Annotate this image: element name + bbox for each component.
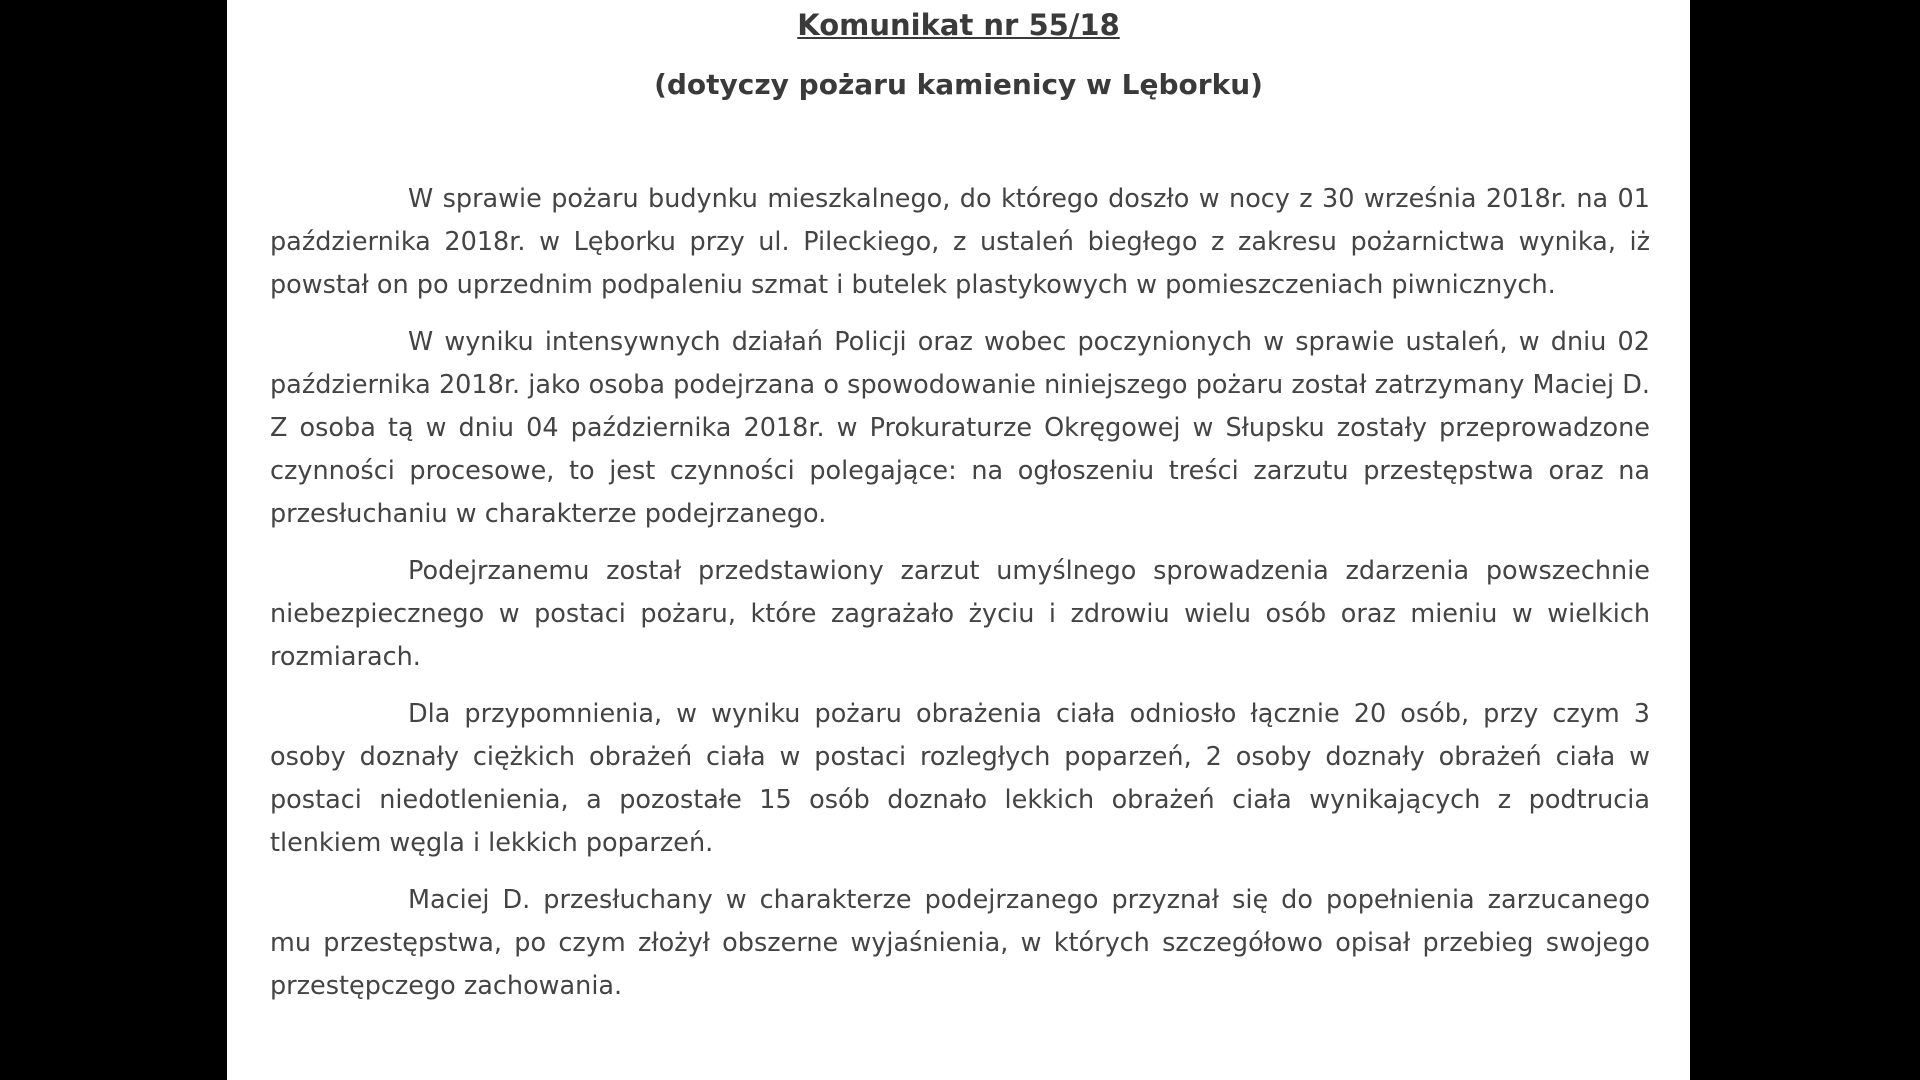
document-subtitle: (dotyczy pożaru kamienicy w Lęborku) <box>654 68 1263 101</box>
paragraph-fire-cause: W sprawie pożaru budynku mieszkalnego, do którego doszło w nocy z 30 września 2018r. na 01 października 2018r. w Lęborku przy ul. Pileckiego, z ustaleń biegłego z zakresu pożarnictwa wynika, iż powstał on po uprzednim podpaleniu szmat i butelek plastykowych w pomieszczeniach piwnicznych. <box>270 184 1650 300</box>
document-title: Komunikat nr 55/18 <box>797 8 1120 42</box>
paragraph-charge: Podejrzanemu został przedstawiony zarzut umyślnego sprowadzenia zdarzenia powszechnie niebezpiecznego w postaci pożaru, które zagrażało życiu i zdrowiu wielu osób oraz mieniu w wielkich rozmiarach. <box>270 556 1650 672</box>
document-page <box>227 0 1690 1080</box>
document-body <box>270 178 1650 1022</box>
paragraph-injuries: Dla przypomnienia, w wyniku pożaru obrażenia ciała odniosło łącznie 20 osób, przy czym 3 osoby doznały ciężkich obrażeń ciała w postaci rozległych poparzeń, 2 osoby doznały obrażeń ciała w postaci niedotlenienia, a pozostałe 15 osób doznało lekkich obrażeń ciała wynikających z podtrucia tlenkiem węgla i lekkich poparzeń. <box>270 699 1650 858</box>
paragraph-confession: Maciej D. przesłuchany w charakterze podejrzanego przyznał się do popełnienia zarzucanego mu przestępstwa, po czym złożył obszerne wyjaśnienia, w których szczegółowo opisał przebieg swojego przestępczego zachowania. <box>270 885 1650 1001</box>
paragraph-arrest: W wyniku intensywnych działań Policji oraz wobec poczynionych w sprawie ustaleń, w dniu 02 października 2018r. jako osoba podejrzana o spowodowanie niniejszego pożaru został zatrzymany Maciej D. Z osoba tą w dniu 04 października 2018r. w Prokuraturze Okręgowej w Słupsku zostały przeprowadzone czynności procesowe, to jest czynności polegające: na ogłoszeniu treści zarzutu przestępstwa oraz na przesłuchaniu w charakterze podejrzanego. <box>270 327 1650 529</box>
